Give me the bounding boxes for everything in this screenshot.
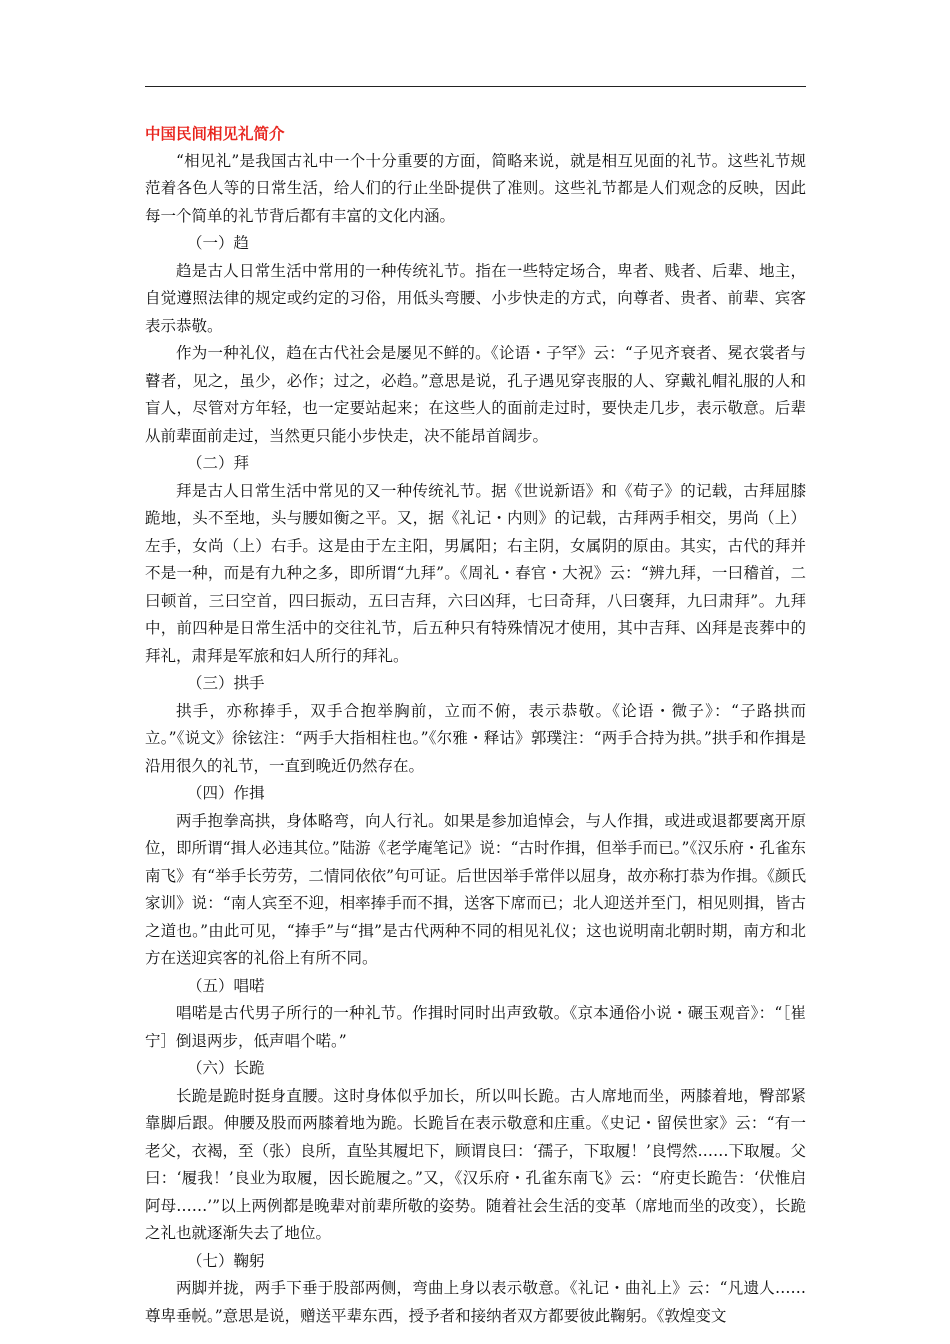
document-body bbox=[145, 120, 806, 1330]
section-paragraph: 两脚并拢，两手下垂于股部两侧，弯曲上身以表示敬意。《礼记・曲礼上》云：“凡遗人……尊卑垂帨。”意思是说，赠送平辈东西，授予者和接纳者双方都要彼此鞠躬。《敦煌变文 bbox=[145, 1279, 806, 1325]
section-heading-jugong: （七）鞠躬 bbox=[187, 1251, 265, 1270]
section-paragraph: 作为一种礼仪，趋在古代社会是屡见不鲜的。《论语・子罕》云：“子见齐衰者、冕衣裳者与瞽者，见之，虽少，必作；过之，必趋。”意思是说，孔子遇见穿丧服的人、穿戴礼帽礼服的人和盲人，尽管对方年轻，也一定要站起来；在这些人的面前走过时，要快走几步，表示敬意。后辈从前辈面前走过，当然更只能小步快走，决不能昂首阔步。 bbox=[145, 344, 806, 445]
section-paragraph: 趋是古人日常生活中常用的一种传统礼节。指在一些特定场合，卑者、贱者、后辈、地主，自觉遵照法律的规定或约定的习俗，用低头弯腰、小步快走的方式，向尊者、贵者、前辈、宾客表示恭敬。 bbox=[145, 261, 806, 335]
section-paragraph: 两手抱拳高拱，身体略弯，向人行礼。如果是参加追悼会，与人作揖，或进或退都要离开原位，即所谓“揖人必违其位。”陆游《老学庵笔记》说：“古时作揖，但举手而已。”《汉乐府・孔雀东南飞》有“举手长劳劳，二情同依依”句可证。后世因举手常伴以屈身，故亦称打恭为作揖。《颜氏家训》说：“南人宾至不迎，相率捧手而不揖，送客下席而已；北人迎送并至门，相见则揖，皆古之道也。”由此可见，“捧手”与“揖”是古代两种不同的相见礼仪；这也说明南北朝时期，南方和北方在送迎宾客的礼俗上有所不同。 bbox=[145, 811, 806, 967]
section-paragraph: 拱手，亦称捧手，双手合抱举胸前，立而不俯，表示恭敬。《论语・微子》：“子路拱而立。”《说文》徐铉注：“两手大指相柱也。”《尔雅・释诂》郭璞注：“两手合持为拱。”拱手和作揖是沿用很久的礼节，一直到晚近仍然存在。 bbox=[145, 701, 806, 775]
section-paragraph: 唱喏是古代男子所行的一种礼节。作揖时同时出声致敬。《京本通俗小说・碾玉观音》：“［崔宁］倒退两步，低声唱个喏。” bbox=[145, 1004, 806, 1050]
section-heading-zuoyi: （四）作揖 bbox=[187, 784, 265, 802]
section-heading-gongshou: （三）拱手 bbox=[187, 674, 265, 692]
section-heading-bai: （二）拜 bbox=[187, 454, 250, 472]
header-rule bbox=[145, 86, 806, 87]
section-paragraph: 拜是古人日常生活中常见的又一种传统礼节。据《世说新语》和《荀子》的记载，古拜屈膝跪地，头不至地，头与腰如衡之平。又，据《礼记・内则》的记载，古拜两手相交，男尚（上）左手，女尚（上）右手。这是由于左主阳，男属阳；右主阴，女属阴的原由。其实，古代的拜并不是一种，而是有九种之多，即所谓“九拜”。《周礼・春官・大祝》云：“辨九拜，一曰稽首，二曰顿首，三曰空首，四曰振动，五曰吉拜，六曰凶拜，七曰奇拜，八曰褒拜，九曰肃拜”。九拜中，前四种是日常生活中的交往礼节，后五种只有特殊情况才使用，其中吉拜、凶拜是丧葬中的拜礼，肃拜是军旅和妇人所行的拜礼。 bbox=[145, 481, 806, 665]
section-heading-changnuo: （五）唱喏 bbox=[187, 976, 265, 995]
section-heading-qu: （一）趋 bbox=[187, 234, 250, 252]
section-heading-changgui: （六）长跪 bbox=[187, 1059, 265, 1077]
document-title: 中国民间相见礼简介 bbox=[145, 124, 285, 143]
section-paragraph: 长跪是跪时挺身直腰。这时身体似乎加长，所以叫长跪。古人席地而坐，两膝着地，臀部紧靠脚后跟。伸腰及股而两膝着地为跪。长跪旨在表示敬意和庄重。《史记・留侯世家》云：“有一老父，衣褐，至（张）良所，直坠其履圯下，顾谓良曰：‘孺子，下取履！’良愕然……下取履。父曰：‘履我！’良业为取履，因长跪履之。”又，《汉乐府・孔雀东南飞》云：“府吏长跪告：‘伏惟启阿母……’”以上两例都是晚辈对前辈所敬的姿势。随着社会生活的变革（席地而坐的改变），长跪之礼也就逐渐失去了地位。 bbox=[145, 1086, 806, 1242]
intro-paragraph: “相见礼”是我国古礼中一个十分重要的方面，简略来说，就是相互见面的礼节。这些礼节规范着各色人等的日常生活，给人们的行止坐卧提供了准则。这些礼节都是人们观念的反映，因此每一个简单的礼节背后都有丰富的文化内涵。 bbox=[145, 151, 806, 225]
